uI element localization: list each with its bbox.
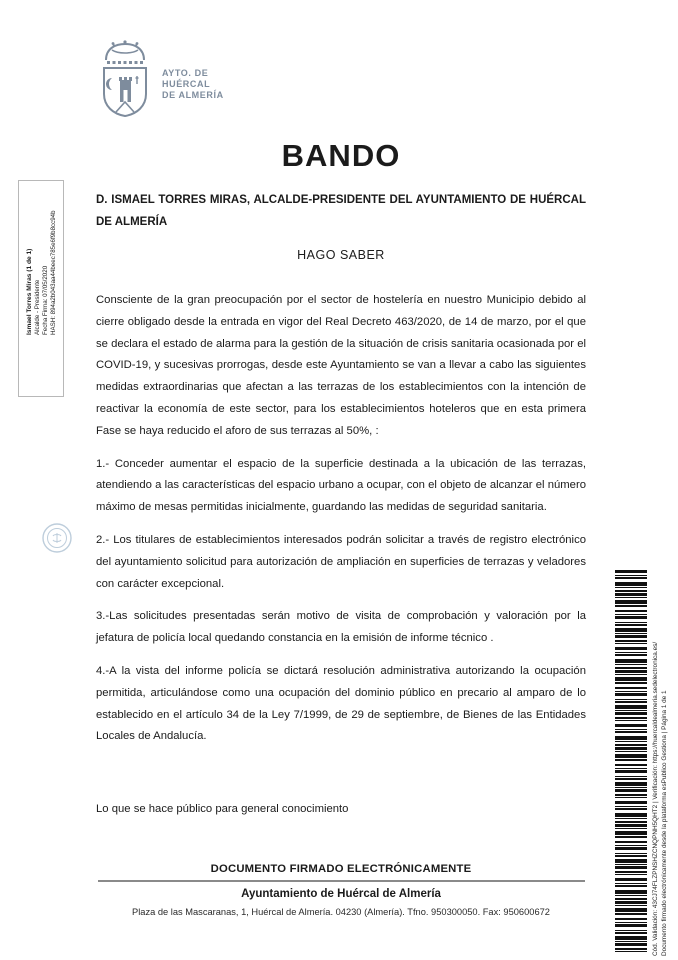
footer-address: Plaza de las Mascaranas, 1, Huércal de Almería. 04230 (Almería). Tfno. 950300050. Fax: 950600672 [132,907,550,917]
logo-wordmark [162,68,224,101]
logo-line-1: AYTO. DE [162,68,209,78]
closing-line: Lo que se hace público para general conocimiento [96,803,349,816]
validation-code-line: Cód. Validación: 43CJ74FLZPNSHZCNQPNH5QHT2 | Verificación: https://huercaldealmeria.sedelectronica.es/ [652,641,659,956]
coat-of-arms-icon [96,40,154,118]
validation-stamp-text [652,570,669,956]
signer-name: Ismael Torres Miras (1 de 1) [26,248,33,335]
signer-role: Alcalde - Presidente [34,279,41,335]
item-4: 4.-A la vista del informe policía se dictará resolución administrativa autorizando la ocupación permitida, articulándose como una ocupación del dominio público en precario al amparo de lo establecido en el artículo 34 de la Ley 7/1999, de 29 de septiembre, de Bienes de las Entidades Locales de Andalucía. [96,664,586,743]
barcode-icon [615,570,647,956]
logo-line-2: HUÉRCAL [162,79,211,89]
footer-divider [98,880,585,882]
signature-hash: HASH: 894a2b043aa44beec785e6f9b8cc94b [50,210,57,335]
item-1: 1.- Conceder aumentar el espacio de la superficie destinada a la ubicación de las terrazas, atendiendo a las características del espacio urbano a ocupar, con el objeto de alcanzar el número máximo de mesas permitidas inicialmente, guardando las medidas de seguridad sanitaria. [96,457,586,514]
hago-saber-heading: HAGO SABER [297,248,385,262]
item-2: 2.- Los titulares de establecimientos interesados podrán solicitar a través de registro electrónico del ayuntamiento solicitud para autorización de ampliación en superficies de terrazas y veladores con carácter excepcional. [96,533,586,590]
logo-line-3: DE ALMERÍA [162,90,224,100]
issuer-line: D. ISMAEL TORRES MIRAS, ALCALDE-PRESIDENTE DEL AYUNTAMIENTO DE HUÉRCAL DE ALMERÍA [96,194,586,228]
city-hall-logo [96,40,586,118]
signature-date: Fecha Firma: 07/05/2020 [42,265,49,335]
item-3: 3.-Las solicitudes presentadas serán motivo de visita de comprobación y valoración por la jefatura de policía local quedando constancia en la emisión de informe técnico . [96,610,586,645]
document-title: BANDO [281,138,401,173]
signature-stamp-text [26,185,58,335]
seal-stamp-icon [41,522,73,554]
intro-paragraph: Consciente de la gran preocupación por el sector de hostelería en nuestro Municipio debido al cierre obligado desde la entrada en vigor del Real Decreto 463/2020, de 14 de marzo, por el que se declara el estado de alarma para la gestión de la situación de crisis sanitaria ocasionada por el COVID-19, y sucesivas prorrogas, desde este Ayuntamiento se van a llevar a cabo las siguientes medidas extraordinarias que afectan a las terrazas de los establecimientos con la intención de reactivar la economía de este sector, para los establecimientos hoteleros que en esta primera Fase se haya reducido el aforo de sus terrazas al 50%, : [96,294,586,437]
footer-organization: Ayuntamiento de Huércal de Almería [241,888,441,900]
validation-platform-line: Documento firmado electrónicamente desde la plataforma esPublico Gestiona | Página 1 de 1 [660,690,668,956]
document-content [96,0,586,875]
signed-electronically-line: DOCUMENTO FIRMADO ELECTRÓNICAMENTE [210,863,472,876]
